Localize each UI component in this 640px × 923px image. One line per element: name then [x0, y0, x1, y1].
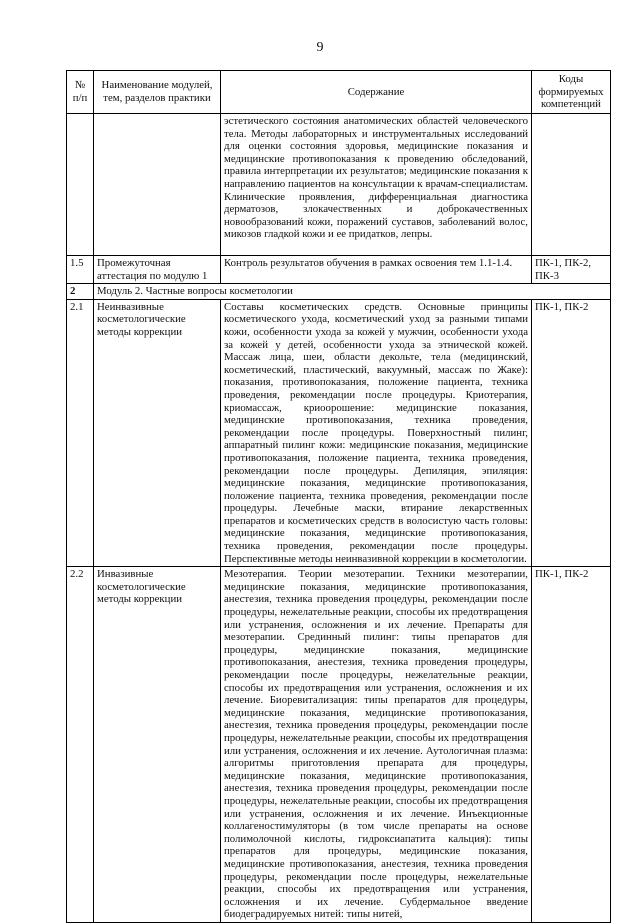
table-row [67, 256, 611, 284]
module-num: 2 [67, 284, 94, 300]
row-name: Неинвазивные косметологические методы коррекции [94, 299, 221, 566]
header-num: № п/п [67, 71, 94, 114]
table-row [67, 299, 611, 566]
row-num [67, 114, 94, 256]
module-row [67, 284, 611, 300]
row-num: 1.5 [67, 256, 94, 284]
row-content: Мезотерапия. Теории мезотерапии. Техники мезотерапии, медицинские показания, медицинские противопоказания, анестезия, техника проведения процедуры, рекомендации после процедуры, нежелательные реакции, способы их предотвращения или устранения, осложнения и их лечение. Препараты для мезотерапии. Срединный пилинг: типы препаратов для процедуры, медицинские показания, медицинские противопоказания, анестезия, техника проведения процедуры, рекомендации после процедуры, нежелательные реакции, способы их предотвращения или устранения, осложнения и их лечение. Биоревитализация: типы препаратов для процедуры, медицинские показания, медицинские противопоказания, анестезия, техника проведения процедуры, рекомендации после процедуры, нежелательные реакции, способы их предотвращения или устранения, осложнения и их лечение. Аутологичная плазма: алгоритмы приготовления препарата для процедуры, медицинские показания, медицинские противопоказания, анестезия, техника проведения процедуры, рекомендации после процедуры, нежелательные реакции, способы их предотвращения или устранения, осложнения и их лечение. Инъекционные коллагеностимуляторы (в том числе препараты на основе полимолочной кислоты, гидроксиапатита кальция): типы препаратов для процедуры, медицинские показания, медицинские противопоказания, анестезия, техника проведения процедуры, рекомендации после процедуры, нежелательные реакции, способы их предотвращения или устранения, осложнения и их лечение. Субдермальное введение биодеградируемых нитей: типы нитей, [221, 567, 532, 923]
curriculum-table [66, 70, 611, 923]
row-codes [532, 114, 611, 256]
row-content: эстетического состояния анатомических областей человеческого тела. Методы лабораторных и инструментальных исследований для оценки состояния здоровья, медицинские показания и медицинские противопоказания к проведению обследований, правила интерпретации их результатов; медицинские показания к направлению пациентов на консультации к врачам-специалистам. Клинические проявления, дифференциальная диагностика дерматозов, злокачественных и доброкачественных новообразований кожи, поражений суставов, заболеваний волос, микозов гладкой кожи и ее придатков, лепры. [221, 114, 532, 256]
row-name [94, 114, 221, 256]
header-content: Содержание [221, 71, 532, 114]
module-title: Модуль 2. Частные вопросы косметологии [94, 284, 611, 300]
row-num: 2.1 [67, 299, 94, 566]
row-content: Составы косметических средств. Основные принципы косметического ухода, косметический уход за разными типами кожи, особенности ухода за кожей у мужчин, особенности ухода за кожей у детей, особенности ухода за этнической кожей. Массаж лица, шеи, области декольте, тела (медицинский, косметический, пластический, вакуумный, массаж по Жаке): показания, противопоказания, положение пациента, техника проведения, рекомендации после процедуры. Криотерапия, криомассаж, криоорошение: медицинские показания, медицинские противопоказания, техника проведения, рекомендации после процедуры. Поверхностный пилинг, аппаратный пилинг кожи: медицинские показания, медицинские противопоказания, положение пациента, техника проведения, рекомендации после процедуры. Депиляция, эпиляция: медицинские показания, медицинские противопоказания, положение пациента, техника проведения, рекомендации после процедуры. Лечебные маски, втирание лекарственных препаратов и косметических средств в волосистую часть головы: медицинские показания, медицинские противопоказания, техника проведения, рекомендации после процедуры. Перспективные методы неинвазивной коррекции в косметологии. [221, 299, 532, 566]
row-name: Промежуточная аттестация по модулю 1 [94, 256, 221, 284]
row-codes: ПК-1, ПК-2 [532, 567, 611, 923]
table-row [67, 567, 611, 923]
page-number: 9 [316, 40, 324, 55]
table-header-row [67, 71, 611, 114]
row-content: Контроль результатов обучения в рамках освоения тем 1.1-1.4. [221, 256, 532, 284]
row-name: Инвазивные косметологические методы коррекции [94, 567, 221, 923]
header-codes: Коды формируемых компетенций [532, 71, 611, 114]
row-codes: ПК-1, ПК-2 [532, 299, 611, 566]
row-codes: ПК-1, ПК-2, ПК-3 [532, 256, 611, 284]
table-row [67, 114, 611, 256]
header-name: Наименование модулей, тем, разделов практики [94, 71, 221, 114]
row-num: 2.2 [67, 567, 94, 923]
